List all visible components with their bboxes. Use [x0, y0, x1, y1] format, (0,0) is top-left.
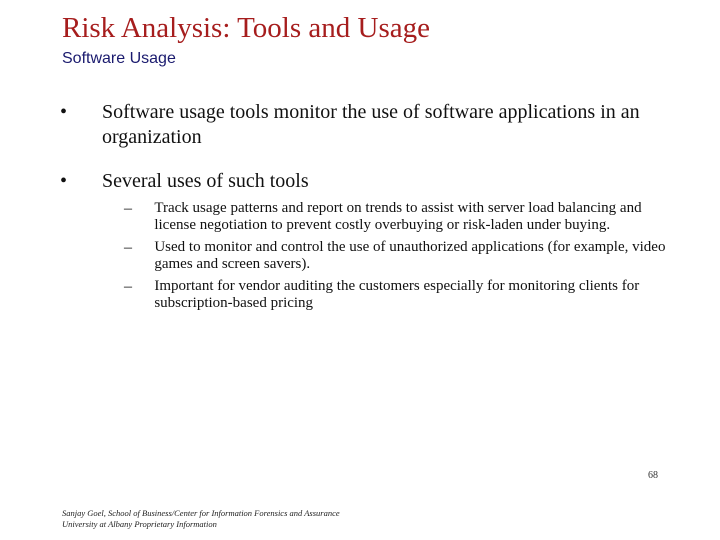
sub-bullet-text: Important for vendor auditing the customers especially for monitoring clients for subscription-based pricing — [154, 278, 640, 311]
sub-bullet-item — [123, 200, 683, 234]
sub-bullet-item — [123, 239, 683, 273]
dash-icon: – — [124, 239, 132, 256]
sub-bullet-text: Track usage patterns and report on trends to assist with server load balancing and license negotiation to prevent costly overbuying or risk-laden under buying. — [154, 200, 642, 233]
bullet-text: Software usage tools monitor the use of software applications in an organization — [102, 101, 640, 148]
bullet-dot-icon: • — [60, 170, 68, 192]
bullet-dot-icon: • — [60, 101, 68, 123]
footer-institution-line: University at Albany Proprietary Information — [62, 519, 217, 529]
bullet-item — [60, 169, 700, 194]
sub-bullet-list — [123, 200, 683, 317]
sub-bullet-item — [123, 278, 683, 312]
footer-author-line: Sanjay Goel, School of Business/Center for Information Forensics and Assurance — [62, 508, 340, 518]
bullet-text: Several uses of such tools — [102, 170, 309, 192]
sub-bullet-text: Used to monitor and control the use of unauthorized applications (for example, video games and screen savers). — [154, 239, 666, 272]
page-number: 68 — [648, 470, 658, 481]
dash-icon: – — [124, 200, 132, 217]
slide-subtitle: Software Usage — [62, 50, 176, 67]
slide-title: Risk Analysis: Tools and Usage — [62, 12, 430, 44]
slide-footer — [62, 508, 340, 530]
bullet-item — [60, 100, 700, 150]
dash-icon: – — [124, 278, 132, 295]
